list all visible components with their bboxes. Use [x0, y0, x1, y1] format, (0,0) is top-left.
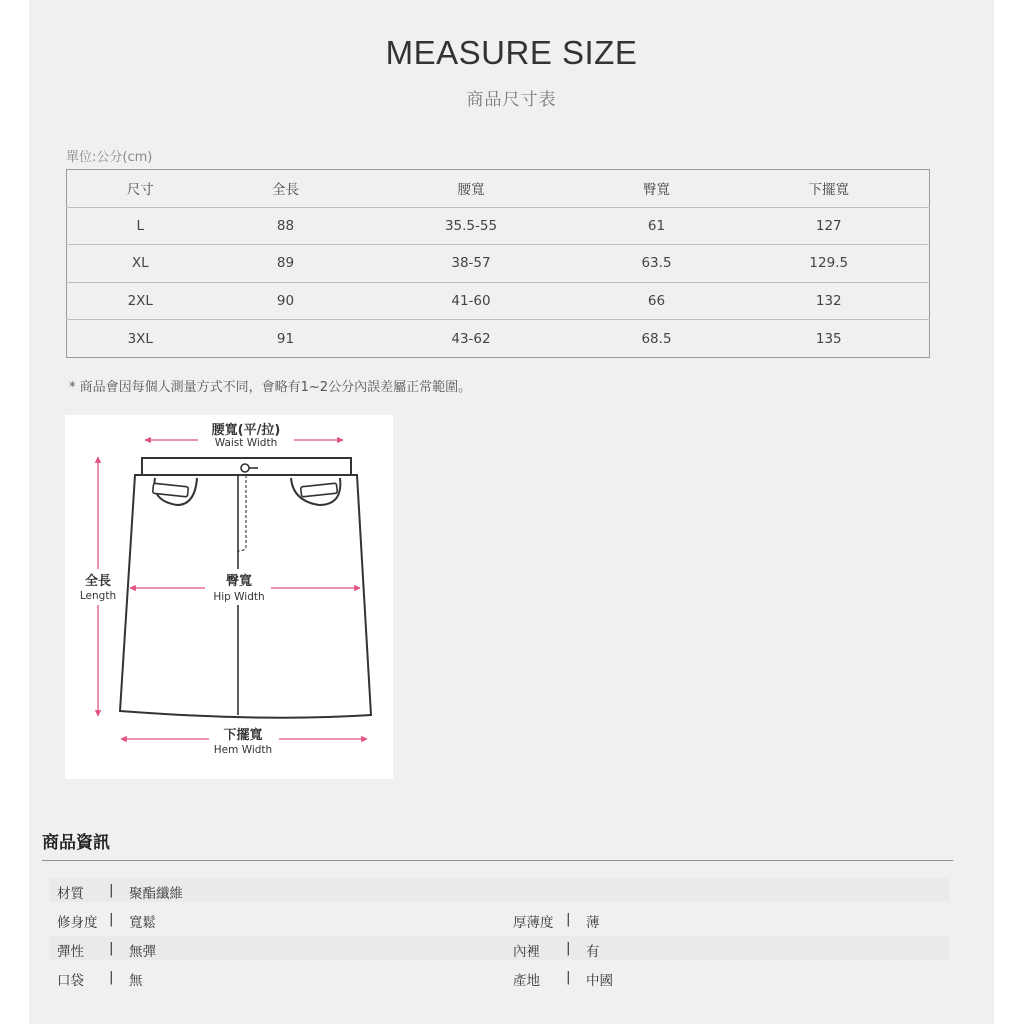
info-value-lining: 有	[586, 944, 600, 960]
table-cell: 66	[585, 282, 729, 320]
content-panel	[29, 0, 994, 1024]
table-cell: 127	[729, 207, 930, 245]
info-value-material: 聚酯纖維	[129, 886, 183, 902]
length-label-en: Length	[79, 590, 117, 602]
info-row	[49, 907, 949, 931]
hip-label-en: Hip Width	[213, 591, 265, 603]
table-cell: 90	[214, 282, 358, 320]
info-separator: |	[109, 969, 114, 985]
info-separator: |	[109, 882, 114, 898]
info-row	[49, 965, 949, 989]
length-label-cn: 全長	[84, 574, 112, 589]
info-value-origin: 中國	[586, 973, 613, 989]
unit-label: 單位:公分(cm)	[66, 150, 153, 165]
table-row	[67, 282, 930, 320]
table-cell: 41-60	[358, 282, 585, 320]
waist-label-cn: 腰寬(平/拉)	[211, 423, 281, 438]
table-cell: 35.5-55	[358, 207, 585, 245]
table-cell: 135	[815, 330, 842, 347]
info-separator: |	[109, 911, 114, 927]
info-label-lining: 內裡	[513, 944, 540, 960]
info-label-pocket: 口袋	[57, 973, 84, 989]
table-cell: 91	[276, 330, 295, 347]
info-label-elasticity: 彈性	[57, 944, 84, 960]
product-info-heading: 商品資訊	[42, 833, 110, 853]
table-header-row	[67, 170, 930, 208]
product-info-divider	[42, 860, 953, 861]
table-cell: 68.5	[641, 330, 672, 347]
size-table	[66, 169, 930, 358]
header-cell: 臀寬	[585, 170, 729, 208]
info-separator: |	[109, 940, 114, 956]
page-title: MEASURE SIZE	[385, 34, 638, 71]
info-separator: |	[566, 940, 571, 956]
info-value-thickness: 薄	[586, 915, 600, 931]
info-label-material: 材質	[57, 886, 84, 902]
header-cell: 尺寸	[67, 170, 214, 208]
table-cell: 61	[585, 207, 729, 245]
table-row	[67, 320, 930, 358]
table-cell: 129.5	[729, 245, 930, 283]
table-cell: 132	[729, 282, 930, 320]
info-separator: |	[566, 911, 571, 927]
info-value-pocket: 無	[129, 973, 143, 989]
hip-label-cn: 臀寬	[225, 574, 253, 589]
skirt-measure-diagram	[65, 415, 393, 779]
header-cell: 腰寬	[358, 170, 585, 208]
measurement-note: * 商品會因每個人測量方式不同，會略有1~2公分內誤差屬正常範圍。	[69, 380, 472, 395]
table-cell: L	[67, 207, 214, 245]
page-subtitle: 商品尺寸表	[466, 90, 557, 110]
info-label-thickness: 厚薄度	[513, 915, 554, 931]
info-separator: |	[566, 969, 571, 985]
table-row	[67, 207, 930, 245]
skirt-illustration	[65, 415, 393, 779]
table-cell: 89	[214, 245, 358, 283]
hem-label-cn: 下擺寬	[223, 728, 263, 743]
header-cell: 全長	[214, 170, 358, 208]
info-label-fit: 修身度	[57, 915, 98, 931]
table-cell: 63.5	[585, 245, 729, 283]
header-cell: 下擺寬	[729, 170, 930, 208]
info-value-elasticity: 無彈	[129, 944, 156, 960]
info-row	[49, 936, 949, 960]
hem-label-en: Hem Width	[213, 744, 273, 756]
table-row	[67, 245, 930, 283]
table-cell: 38-57	[358, 245, 585, 283]
table-cell: 2XL	[67, 282, 214, 320]
table-cell: XL	[67, 245, 214, 283]
table-cell: 43-62	[451, 330, 491, 347]
waist-label-en: Waist Width	[214, 437, 278, 449]
info-value-fit: 寬鬆	[129, 915, 156, 931]
table-cell: 3XL	[127, 330, 153, 347]
info-label-origin: 產地	[513, 973, 540, 989]
info-row	[49, 878, 949, 902]
table-cell: 88	[214, 207, 358, 245]
